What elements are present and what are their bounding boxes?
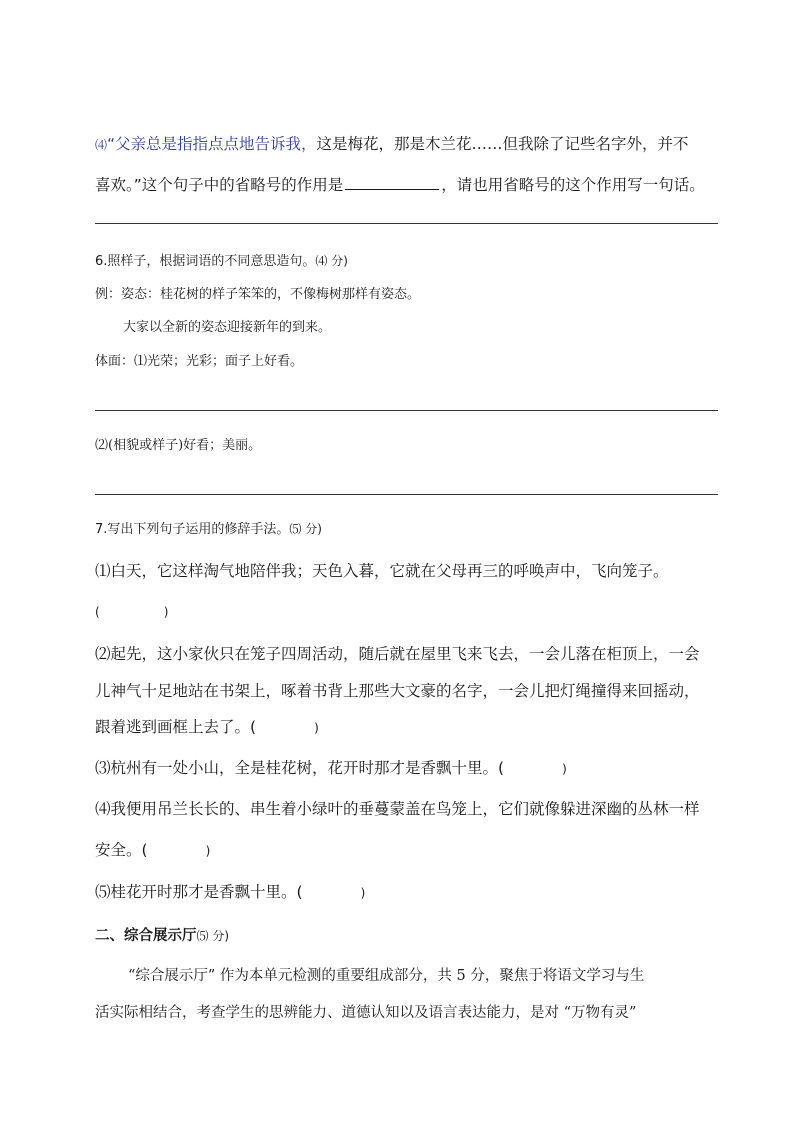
q7-sentence-3	[95, 758, 567, 779]
q6-example-1-text: 姿态：桂花树的样子笨笨的，不像梅树那样有姿态。	[121, 287, 421, 302]
q7-s3-text: ⑶杭州有一处小山，全是桂花树，花开时那才是香飘十里。(	[95, 759, 505, 777]
q5-4-line1-rest: 这是梅花，那是木兰花……但我除了记些名字外，并不	[316, 135, 689, 153]
q6-answer-line-2[interactable]	[95, 494, 718, 495]
q7-s2-paren-close: )	[314, 721, 319, 735]
q7-s5-paren-close: )	[360, 886, 366, 900]
section2-score: ⑸ 分)	[196, 929, 229, 943]
q7-s3-paren-close: )	[562, 762, 567, 776]
q7-sentence-1: ⑴白天，它这样淘气地陪伴我；天色入暮，它就在父母再三的呼唤声中，飞向笼子。	[95, 562, 669, 580]
q6-meaning-1: ⑴光荣；光彩；面子上好看。	[134, 354, 304, 369]
q7-sentence-2-line3	[95, 717, 319, 738]
q5-4-prompt-tail: ，请也用省略号的这个作用写一句话。	[441, 176, 705, 194]
q7-title-text: 7.写出下列句子运用的修辞手法。	[95, 522, 290, 537]
q6-example-2: 大家以全新的姿态迎接新年的到来。	[123, 320, 332, 335]
q6-example-label: 例：	[95, 287, 122, 302]
q6-title	[95, 250, 348, 272]
q6-example-1	[95, 285, 420, 305]
q5-4-number: ⑷	[95, 138, 108, 152]
q7-s5-text: ⑸桂花开时那才是香飘十里。(	[95, 883, 303, 901]
section2-title-text: 二、综合展示厅	[95, 928, 197, 944]
q7-s4-paren-close: )	[205, 844, 211, 858]
q7-sentence-2-line2: 儿神气十足地站在书架上，啄着书背上那些大文豪的名字，一会儿把灯绳撞得来回摇动，	[95, 682, 700, 700]
q5-4-line1	[95, 134, 689, 155]
q5-4-answer-blank[interactable]	[345, 173, 439, 190]
q7-sentence-5	[95, 882, 365, 903]
q7-sentence-4-line1: ⑷我便用吊兰长长的、串生着小绿叶的垂蔓蒙盖在鸟笼上，它们就像躲进深幽的丛林一样	[95, 800, 700, 818]
q6-answer-line-1[interactable]	[95, 410, 718, 411]
q7-s4-text: 安全。(	[95, 841, 148, 859]
q6-meaning-2: ⑵(相貌或样子)好看；美丽。	[95, 438, 262, 453]
q7-sentence-4-line2	[95, 840, 210, 861]
q7-s1-answer[interactable]	[95, 602, 168, 622]
q6-meaning-1-line	[95, 352, 303, 372]
q5-4-quote: “父亲总是指指点点地告诉我，	[107, 135, 317, 153]
q6-word: 体面：	[95, 354, 135, 369]
section2-title	[95, 925, 229, 946]
section2-para-line1: “综合展示厅” 作为本单元检测的重要组成部分，共 5 分，聚焦于将语文学习与生	[128, 968, 645, 984]
q7-s1-paren-open: (	[95, 605, 100, 619]
q5-4-prompt: 喜欢。”这个句子中的省略号的作用是	[95, 176, 344, 194]
q7-sentence-2-line1: ⑵起先，这小家伙只在笼子四周活动，随后就在屋里飞来飞去，一会儿落在柜顶上，一会	[95, 645, 700, 663]
section2-para-line2: 活实际相结合，考查学生的思辨能力、道德认知以及语言表达能力，是对 “万物有灵”	[95, 1005, 637, 1021]
q7-score: ⑸ 分)	[289, 522, 322, 536]
q6-title-text: 6.照样子，根据词语的不同意思造句。	[95, 254, 316, 269]
q7-title	[95, 518, 322, 540]
q5-4-line2	[95, 173, 705, 195]
q6-score: ⑷ 分)	[315, 254, 348, 268]
q7-s2-text: 跟着逃到画框上去了。(	[95, 718, 257, 736]
q5-4-answer-line[interactable]	[95, 223, 718, 224]
q7-s1-paren-close: )	[163, 605, 169, 619]
